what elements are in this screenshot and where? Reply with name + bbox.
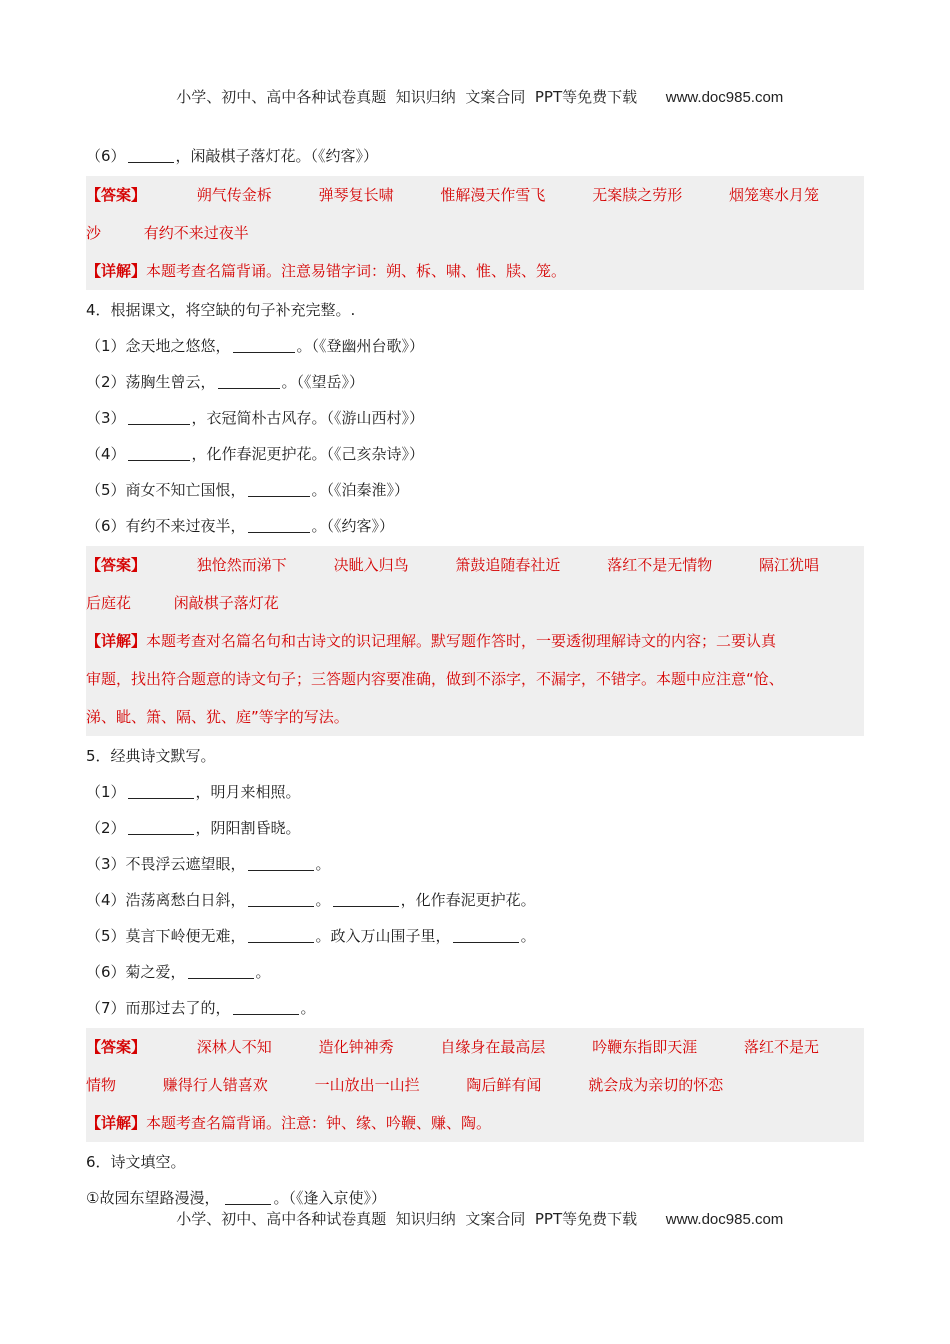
answer-item: 深林人不知 [196,1038,272,1056]
q4-detail: 【详解】本题考查对名篇名句和古诗文的识记理解。默写题作答时，一要透彻理解诗文的内容；二要认真 审题，找出符合题意的诗文句子；三答题内容要准确，做到不添字，不漏字，不错字。本题中应注意“怆、 涕、眦、箫、隔、犹、庭”等字的写法。 [86,632,784,726]
q5-item-6: （6）菊之爱， 。 [86,954,864,990]
answer-blank [248,888,314,907]
answer-blank [128,816,194,835]
q5-detail: 【详解】本题考查名篇背诵。注意：钟、缘、吟鞭、赚、陶。 [86,1114,492,1132]
answer-item: 烟笼寒水月笼 [728,186,819,204]
q5-item-7: （7）而那过去了的， 。 [86,990,864,1026]
answer-item: 闲敲棋子落灯花 [173,594,279,612]
answer-blank [233,334,295,353]
q5-title: 5．经典诗文默写。 [86,747,216,765]
answer-label: 【答案】 [86,186,147,204]
answer-item: 后庭花 [86,594,132,612]
detail-label: 【详解】 [86,1114,147,1132]
answer-row [86,176,864,214]
answer-item: 朔气传金柝 [196,186,272,204]
q5-item-2: （2） ，阴阳割昏晓。 [86,810,864,846]
answer-item: 赚得行人错喜欢 [162,1076,268,1094]
answer-blank [248,852,314,871]
answer-blank [128,406,190,425]
footer-text: 小学、初中、高中各种试卷真题 知识归纳 文案合同 PPT等免费下载 [176,1210,638,1228]
answer-item: 惟解漫天作雪飞 [440,186,546,204]
q4-item-4: （4） ，化作春泥更护花。（《己亥杂诗》） [86,436,864,472]
answer-item: 弹琴复长啸 [318,186,394,204]
answer-blank [248,514,310,533]
answer-label: 【答案】 [86,556,147,574]
answer-item: 独怆然而涕下 [196,556,287,574]
answer-blank [248,478,310,497]
q4-item-1: （1）念天地之悠悠， 。（《登幽州台歌》） [86,328,864,364]
answer-item: 吟鞭东指即天涯 [592,1038,698,1056]
answer-item: 情物 [86,1076,117,1094]
header-url: www.doc985.com [665,89,784,106]
q5-item-5: （5）莫言下岭便无难， 。政入万山围子里， 。 [86,918,864,954]
q3-detail: 【详解】本题考查名篇背诵。注意易错字词：朔、柝、啸、惟、牍、笼。 [86,262,567,280]
q4-title: 4．根据课文，将空缺的句子补充完整。. [86,301,356,319]
q3-answer-box [86,176,864,290]
q4-item-2: （2）荡胸生曾云， 。（《望岳》） [86,364,864,400]
document-body [86,138,864,1216]
q3-item-6: （6） ，闲敲棋子落灯花。（《约客》） [86,138,864,174]
answer-item: 自缘身在最高层 [440,1038,546,1056]
answer-blank [233,996,299,1015]
answer-item: 无案牍之劳形 [592,186,683,204]
answer-label: 【答案】 [86,1038,147,1056]
answer-item: 一山放出一山拦 [314,1076,420,1094]
q6-title: 6．诗文填空。 [86,1153,186,1171]
q4-item-5: （5）商女不知亡国恨， 。（《泊秦淮》） [86,472,864,508]
page-header [0,68,950,107]
answer-item: 造化钟神秀 [318,1038,394,1056]
q5-item-3: （3）不畏浮云遮望眼， 。 [86,846,864,882]
answer-blank [128,144,174,163]
answer-item: 就会成为亲切的怀恋 [588,1076,724,1094]
answer-item: 陶后鲜有闻 [466,1076,542,1094]
answer-blank [128,442,190,461]
answer-item: 沙 [86,224,102,242]
header-text: 小学、初中、高中各种试卷真题 知识归纳 文案合同 PPT等免费下载 [176,88,638,106]
answer-item: 有约不来过夜半 [143,224,249,242]
q4-item-6: （6）有约不来过夜半， 。（《约客》） [86,508,864,544]
answer-item: 落红不是无情物 [607,556,713,574]
q5-item-1: （1） ，明月来相照。 [86,774,864,810]
answer-blank [218,370,280,389]
q5-item-4: （4）浩荡离愁白日斜， 。 ，化作春泥更护花。 [86,882,864,918]
answer-item: 决眦入归鸟 [333,556,409,574]
detail-label: 【详解】 [86,632,147,650]
answer-item: 隔江犹唱 [758,556,819,574]
answer-row [86,584,864,622]
answer-row [86,214,864,252]
answer-blank [333,888,399,907]
page-footer [0,1190,950,1229]
answer-row [86,546,864,584]
answer-row [86,1066,864,1104]
answer-blank [248,924,314,943]
answer-blank [453,924,519,943]
q6-item-1: ①故园东望路漫漫， 。（《逢入京使》） [86,1180,864,1216]
q4-item-3: （3） ，衣冠简朴古风存。（《游山西村》） [86,400,864,436]
answer-row [86,1028,864,1066]
footer-url: www.doc985.com [665,1211,784,1228]
q5-answer-box [86,1028,864,1142]
answer-item: 落红不是无 [743,1038,819,1056]
q4-answer-box [86,546,864,736]
answer-blank [188,960,254,979]
answer-item: 箫鼓追随春社近 [455,556,561,574]
detail-label: 【详解】 [86,262,147,280]
answer-blank [128,780,194,799]
